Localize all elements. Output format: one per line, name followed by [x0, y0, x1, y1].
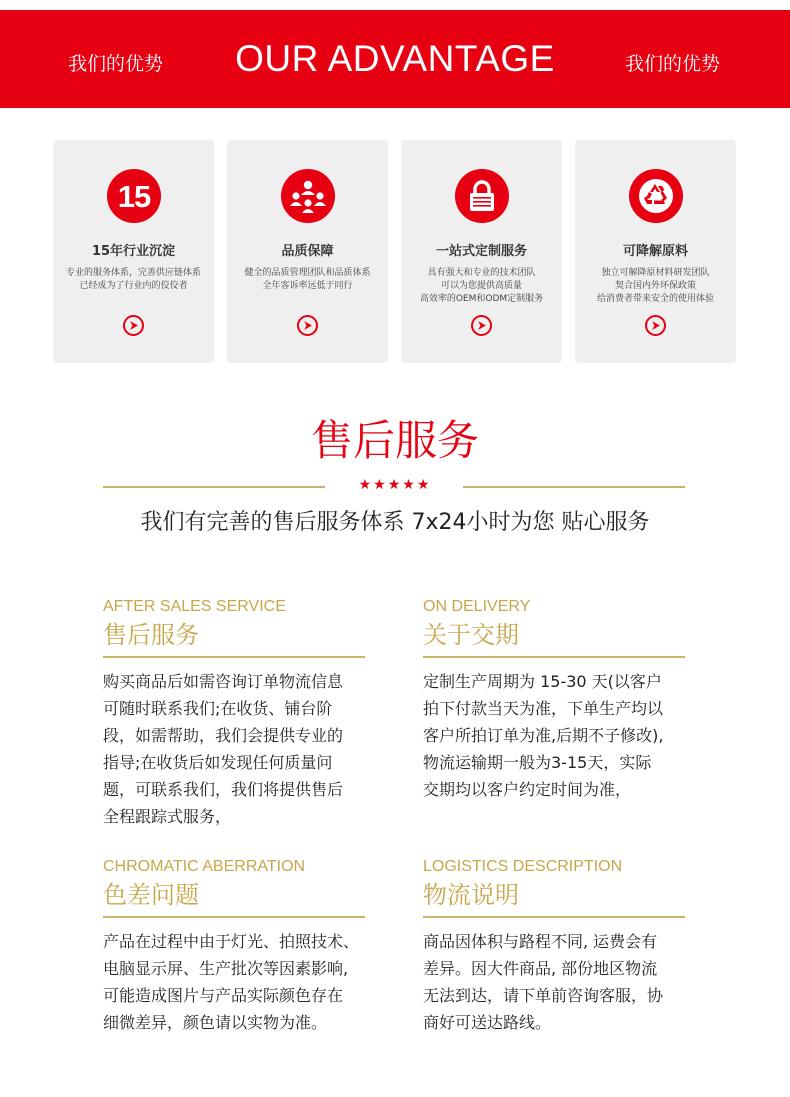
padlock-icon: [455, 169, 509, 223]
section-line: 差异。因大件商品, 部份地区物流: [423, 959, 658, 978]
card-title: 15年行业沉淀: [91, 244, 176, 259]
section-color-difference: [103, 857, 373, 1036]
section-en-title: CHROMATIC ABERRATION: [103, 858, 306, 875]
advantage-card-experience: [53, 140, 214, 363]
card-desc-line: 独立可解降原材料研发团队: [601, 268, 710, 278]
section-line: 可能造成图片与产品实际颜色存在: [103, 986, 344, 1005]
advantage-card-custom: [401, 140, 562, 363]
arrow-right-icon[interactable]: [297, 315, 318, 336]
banner-title: OUR ADVANTAGE: [235, 38, 555, 79]
advantage-card-quality: [227, 140, 388, 363]
card-description: [233, 267, 382, 293]
card-desc-line: 契合国内外环保政策: [614, 281, 696, 291]
card-desc-line: 高效率的OEM和ODM定制服务: [419, 294, 544, 304]
section-line: 细微差异，颜色请以实物为准。: [103, 1013, 328, 1032]
section-line: 购买商品后如需咨询订单物流信息: [103, 672, 344, 691]
section-line: 可随时联系我们;在收货、铺台阶: [103, 699, 333, 718]
section-en-title: AFTER SALES SERVICE: [103, 598, 286, 615]
advantage-banner: [0, 10, 790, 108]
section-line: 商品因体积与路程不同, 运费会有: [423, 932, 658, 951]
section-zh-title: 关于交期: [423, 621, 519, 649]
card-desc-line: 已经成为了行业内的佼佼者: [79, 281, 188, 291]
team-icon: [281, 169, 335, 223]
divider-right: [463, 486, 685, 488]
section-line: 产品在过程中由于灯光、拍照技术、: [103, 932, 360, 951]
card-description: [581, 267, 730, 306]
section-line: 题，可联系我们，我们将提供售后: [103, 780, 344, 799]
card-title: 可降解原料: [622, 244, 688, 259]
recycle-icon: [629, 169, 683, 223]
section-delivery: [423, 597, 693, 803]
section-after-sales: [103, 597, 373, 830]
banner-left-text: 我们的优势: [68, 53, 164, 75]
section-body: [423, 668, 693, 803]
section-body: [423, 928, 693, 1036]
card-desc-line: 具有强大和专业的技术团队: [427, 268, 536, 278]
arrow-right-icon[interactable]: [123, 315, 144, 336]
section-line: 定制生产周期为 15-30 天(以客户: [423, 672, 662, 691]
card-desc-line: 健全的品质管理团队和品质体系: [244, 268, 371, 278]
section-logistics: [423, 857, 693, 1036]
card-desc-line: 全年客诉率远低于同行: [262, 281, 353, 291]
icon-number: 15: [117, 178, 151, 214]
advantage-cards: [53, 140, 737, 363]
section-line: 段，如需帮助，我们会提供专业的: [103, 726, 344, 745]
section-zh-title: 色差问题: [103, 881, 199, 909]
number-15-icon: [107, 169, 161, 223]
section-en-title: LOGISTICS DESCRIPTION: [423, 858, 623, 875]
arrow-right-icon[interactable]: [645, 315, 666, 336]
section-underline: [423, 656, 685, 658]
section-body: [103, 928, 373, 1036]
section-line: 物流运输期一般为3-15天，实际: [423, 753, 652, 772]
section-zh-title: 物流说明: [423, 881, 519, 909]
card-description: [407, 267, 556, 306]
divider-left: [103, 486, 325, 488]
section-underline: [103, 916, 365, 918]
section-underline: [423, 916, 685, 918]
section-line: 交期均以客户约定时间为准，: [423, 780, 632, 799]
arrow-right-icon[interactable]: [471, 315, 492, 336]
service-subtitle: 我们有完善的售后服务体系 7x24小时为您 贴心服务: [140, 510, 650, 535]
section-en-title: ON DELIVERY: [423, 598, 531, 615]
card-desc-line: 可以为您提供高质量: [440, 281, 522, 291]
section-line: 电脑显示屏、生产批次等因素影响,: [103, 959, 349, 978]
section-line: 全程跟踪式服务，: [103, 807, 232, 826]
section-line: 拍下付款当天为准，下单生产均以: [423, 699, 664, 718]
card-desc-line: 专业的服务体系，完善供应链体系: [65, 268, 201, 278]
section-zh-title: 售后服务: [103, 621, 199, 649]
section-line: 商好可送达路线。: [423, 1013, 552, 1032]
rating-stars-icon: ★★★★★: [358, 477, 432, 493]
card-description: [59, 267, 208, 293]
section-body: [103, 668, 373, 830]
card-title: 品质保障: [281, 244, 334, 259]
card-desc-line: 给消费者带来安全的使用体验: [596, 294, 714, 304]
section-line: 无法到达，请下单前咨询客服，协: [423, 986, 664, 1005]
section-line: 客户所拍订单为准,后期不子修改),: [423, 726, 664, 745]
section-underline: [103, 656, 365, 658]
banner-right-text: 我们的优势: [624, 53, 720, 75]
service-title: 售后服务: [310, 416, 479, 465]
card-title: 一站式定制服务: [435, 244, 527, 259]
section-line: 指导;在收货后如发现任何质量问: [103, 753, 333, 772]
advantage-card-material: [575, 140, 736, 363]
